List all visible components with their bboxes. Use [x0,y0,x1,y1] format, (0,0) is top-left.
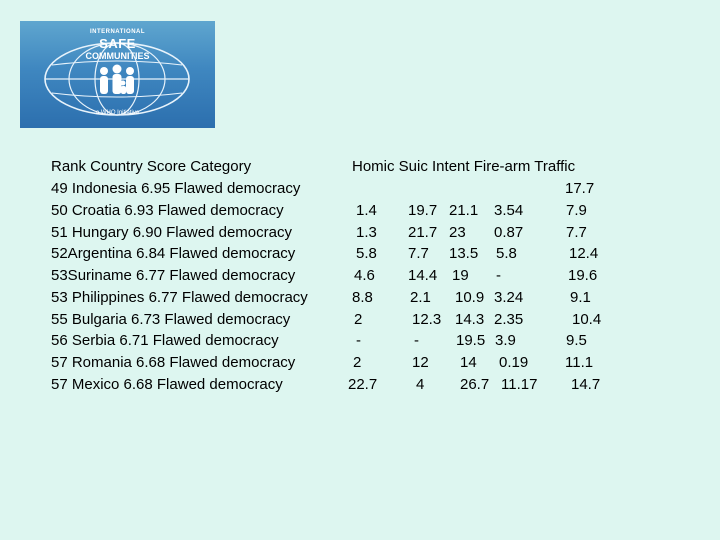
row-label: 53Suriname 6.77 Flawed democracy [51,267,296,284]
firearm-cell: 3.54 [494,202,524,219]
suic-cell: 7.7 [408,245,429,262]
firearm-cell: 2.35 [494,311,524,328]
intent-cell: 14.3 [455,311,485,328]
intent-cell: 13.5 [449,245,479,262]
table-row [0,202,720,224]
table-row [0,354,720,376]
suic-cell: 14.4 [408,267,438,284]
traffic-cell: 9.5 [566,332,587,349]
row-label: 57 Mexico 6.68 Flawed democracy [51,376,283,393]
suic-cell: 4 [416,376,425,393]
table-row [0,289,720,311]
row-label: 57 Romania 6.68 Flawed democracy [51,354,296,371]
homic-cell: 1.3 [356,224,377,241]
firearm-cell: 3.9 [495,332,516,349]
intent-cell: 14 [460,354,477,371]
traffic-cell: 14.7 [571,376,601,393]
table-row [0,376,720,398]
firearm-cell: 0.19 [499,354,529,371]
logo-tagline: a WHO Initiative [95,110,140,116]
homic-cell: 1.4 [356,202,377,219]
table-row [0,180,720,202]
row-label: 53 Philippines 6.77 Flawed democracy [51,289,308,306]
row-label: 50 Croatia 6.93 Flawed democracy [51,202,284,219]
table-row [0,267,720,289]
suic-cell: 21.7 [408,224,438,241]
table-row [0,245,720,267]
homic-cell: 2 [353,354,362,371]
row-label: 56 Serbia 6.71 Flawed democracy [51,332,279,349]
row-label: 49 Indonesia 6.95 Flawed democracy [51,180,301,197]
traffic-cell: 17.7 [565,180,595,197]
traffic-cell: 9.1 [570,289,591,306]
intent-cell: 23 [449,224,466,241]
homic-cell: 5.8 [356,245,377,262]
intent-cell: 21.1 [449,202,479,219]
logo-line-3: COMMUNITIES [85,51,150,61]
suic-cell: - [414,332,419,349]
homic-cell: 2 [354,311,363,328]
traffic-cell: 12.4 [569,245,599,262]
table-row [0,224,720,246]
table-header [0,158,720,180]
intent-cell: 19 [452,267,469,284]
logo-line-1: INTERNATIONAL [89,29,146,35]
header-right: Homic Suic Intent Fire-arm Traffic [352,158,576,175]
homic-cell: 22.7 [348,376,378,393]
traffic-cell: 19.6 [568,267,598,284]
suic-cell: 12 [412,354,429,371]
traffic-cell: 7.9 [566,202,587,219]
suic-cell: 2.1 [410,289,431,306]
traffic-cell: 10.4 [572,311,602,328]
traffic-cell: 11.1 [565,354,594,371]
firearm-cell: 5.8 [496,245,517,262]
logo-line-2: SAFE [99,36,136,51]
table-row [0,311,720,333]
header-left: Rank Country Score Category [51,158,252,175]
homic-cell: - [356,332,361,349]
homic-cell: 4.6 [354,267,375,284]
row-label: 51 Hungary 6.90 Flawed democracy [51,224,292,241]
traffic-cell: 7.7 [566,224,587,241]
suic-cell: 12.3 [412,311,442,328]
homic-cell: 8.8 [352,289,373,306]
table-row [0,332,720,354]
row-label: 52Argentina 6.84 Flawed democracy [51,245,296,262]
safe-communities-logo [20,21,215,128]
intent-cell: 10.9 [455,289,485,306]
row-label: 55 Bulgaria 6.73 Flawed democracy [51,311,291,328]
firearm-cell: 11.17 [501,376,538,393]
intent-cell: 19.5 [456,332,486,349]
suic-cell: 19.7 [408,202,438,219]
intent-cell: 26.7 [460,376,490,393]
firearm-cell: 3.24 [494,289,524,306]
firearm-cell: - [496,267,501,284]
firearm-cell: 0.87 [494,224,524,241]
